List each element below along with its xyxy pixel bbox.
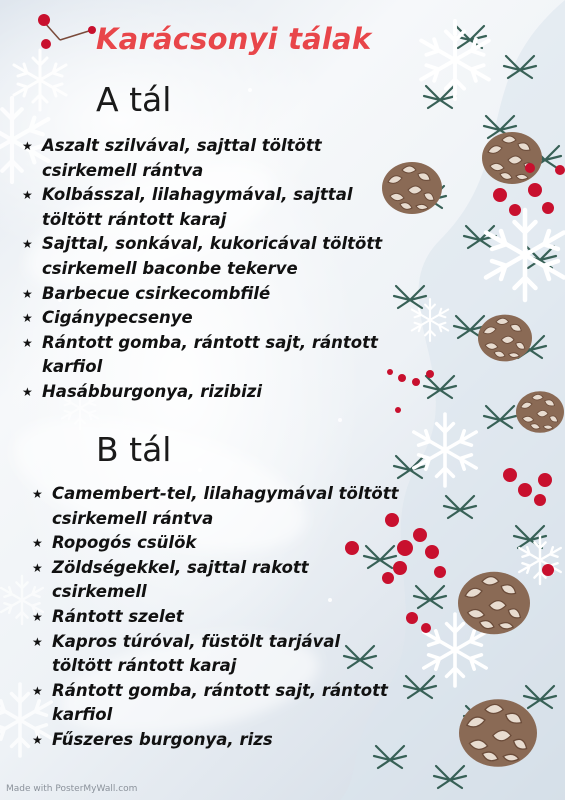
menu-item <box>32 679 402 728</box>
menu-item-label: Rántott gomba, rántott sajt, rántott karfiol <box>42 332 378 377</box>
menu-item-label: Kapros túróval, füstölt tarjával töltött rántott karaj <box>52 631 341 676</box>
menu-item-label: Rántott gomba, rántott sajt, rántott karfiol <box>52 680 388 725</box>
menu-item <box>22 232 402 281</box>
menu-item-label: Zöldségekkel, sajttal rakott csirkemell <box>52 557 309 602</box>
section-title-b: B tál <box>96 430 172 469</box>
menu-list-b <box>32 482 402 753</box>
menu-item-label: Camembert-tel, lilahagymával töltött csirkemell rántva <box>52 484 399 528</box>
pine-cone-icon <box>482 132 542 184</box>
menu-item-label: Fűszeres burgonya, rizs <box>52 729 273 749</box>
menu-item <box>22 306 402 331</box>
menu-item <box>32 630 402 679</box>
pine-cone-icon <box>516 391 564 433</box>
poster-title: Karácsonyi tálak <box>96 22 372 56</box>
menu-item-label: Sajttal, sonkával, kukoricával töltött csirkemell baconbe tekerve <box>42 234 383 278</box>
menu-item <box>22 380 402 405</box>
section-title-a: A tál <box>96 80 172 119</box>
pine-cone-icon <box>458 572 530 634</box>
menu-item <box>32 482 402 531</box>
pine-cone-icon <box>459 699 537 767</box>
star-bullet-icon: ★ <box>32 487 43 501</box>
menu-item <box>32 531 402 556</box>
watermark: Made with PosterMyWall.com <box>6 784 138 794</box>
menu-item <box>22 331 402 380</box>
star-bullet-icon: ★ <box>32 560 43 575</box>
star-bullet-icon: ★ <box>32 536 43 551</box>
star-bullet-icon: ★ <box>22 139 33 153</box>
menu-item-label: Barbecue csirkecombfilé <box>42 283 271 303</box>
menu-item-label: Ropogós csülök <box>52 533 197 553</box>
menu-item <box>22 183 402 232</box>
menu-item-label: Rántott szelet <box>52 606 184 626</box>
pine-cone-icon <box>478 315 532 362</box>
star-bullet-icon: ★ <box>32 683 43 698</box>
star-bullet-icon: ★ <box>32 732 43 747</box>
menu-item <box>22 134 402 183</box>
star-bullet-icon: ★ <box>22 311 33 326</box>
star-bullet-icon: ★ <box>32 634 43 649</box>
menu-item-label: Aszalt szilvával, sajttal töltött csirkemell rántva <box>42 136 322 180</box>
menu-item <box>32 556 402 605</box>
star-bullet-icon: ★ <box>22 188 33 203</box>
star-bullet-icon: ★ <box>22 286 33 301</box>
menu-item-label: Hasábburgonya, rizibizi <box>42 381 262 401</box>
menu-item-label: Cigánypecsenye <box>42 308 193 328</box>
menu-item <box>32 605 402 630</box>
menu-item-label: Kolbásszal, lilahagymával, sajttal töltött rántott karaj <box>42 185 353 229</box>
star-bullet-icon: ★ <box>22 237 33 252</box>
menu-list-a <box>22 134 402 405</box>
menu-item <box>22 282 402 307</box>
star-bullet-icon: ★ <box>22 384 33 399</box>
menu-item <box>32 728 402 753</box>
red-berries-icon <box>38 14 96 49</box>
star-bullet-icon: ★ <box>32 609 43 624</box>
star-bullet-icon: ★ <box>22 335 33 350</box>
